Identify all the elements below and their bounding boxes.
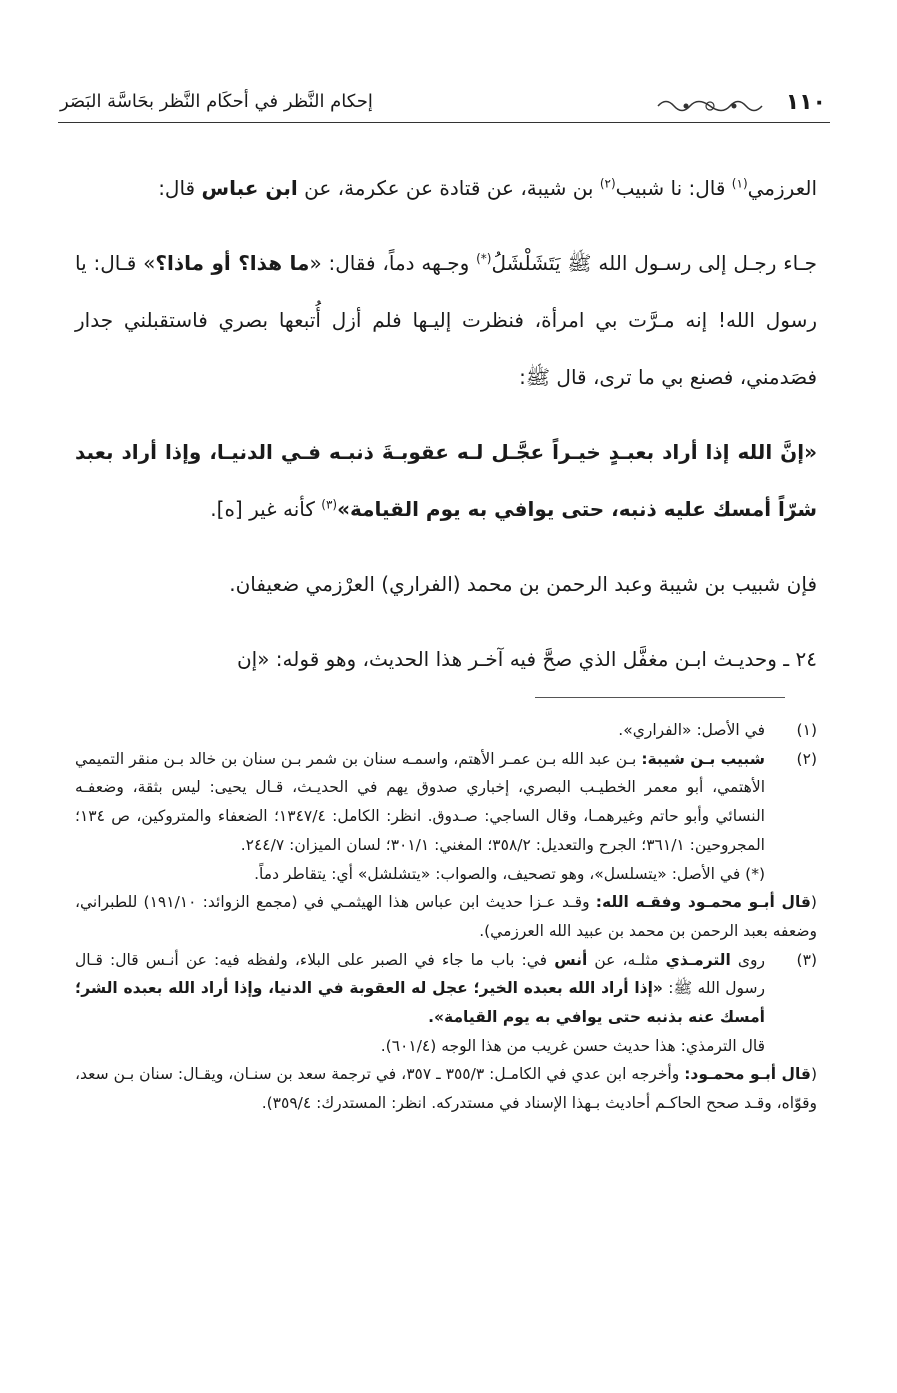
footnote-text: بـن عبد الله بـن عمـر الأهتم، واسمـه سنان بن شمر بـن سنان بن خالد بـن منقر التميمي الأهتمي، أبو معمر الخطيـب البصري، إخباري صدوق يهم في الحديـث، قـال يحيى: ليس بثقة، وضعفـه النسائي وأبو حاتم وغيرهمـا، وقال الساجي: صـدوق. انظر: الكامل: ١٣٤٧/٤؛ الضعفاء والمتروكين، ص ١٣٤؛ المجروحين: ٣٦١/١؛ الجرح والتعديل: ٣٥٨/٢؛ المغني: ٣٠١/١؛ لسان الميزان: ٢٤٤/٧.: [75, 749, 765, 854]
text-segment: بن شيبة، عن قتادة عن عكرمة، عن: [297, 176, 600, 200]
footnote-number: (٢): [796, 749, 817, 768]
footnote-number: (٣): [796, 950, 817, 969]
footnote-3-editor: [75, 1060, 817, 1117]
text-segment: مثلـه، عن: [587, 950, 666, 969]
footnote-text: في الأصل: «الفراري».: [618, 721, 765, 739]
footnote-2: [75, 745, 817, 860]
footnote-text: وقـد عـزا حديث ابن عباس هذا الهيثمـي في (مجمع الزوائد: ١٩١/١٠) للطبراني، وضعفه بعبد الرحمن بن محمد بن عبيد الله العرزمي).: [75, 893, 817, 940]
footnote-3: [75, 946, 817, 1032]
text-segment: كأنه غير [ه].: [210, 497, 322, 521]
main-text: [75, 160, 817, 688]
paragraph-story: [75, 235, 817, 406]
bold-quote: ما هذا؟ أو ماذا؟: [155, 251, 310, 275]
text-segment: قال: نا شبيب: [615, 176, 732, 200]
bold-name: الترمـذي: [665, 950, 731, 969]
footnote-ref: (*): [476, 251, 492, 266]
text-segment: في: باب ما جاء في الصبر على البلاء، ولفظه فيه: عن أنـس قال: قـال رسول الله ﷺ:: [75, 950, 765, 998]
footnote-number: (١): [796, 721, 817, 739]
paragraph-hadith: [75, 424, 817, 538]
text-segment: وجـهه دماً، فقال: «: [309, 251, 477, 275]
bold-name: شبيب بـن شيبة:: [641, 749, 765, 768]
bold-name: ابن عباس: [201, 176, 298, 200]
running-title: إحكام النَّظر في أحكَام النَّظر بحَاسَّة البَصَر: [60, 91, 373, 112]
text-segment: (: [810, 1065, 818, 1084]
text-segment: العرزمي: [747, 176, 817, 200]
paragraph-isnad: [75, 160, 817, 217]
ornament-icon: [656, 94, 764, 118]
footnote-separator: [535, 697, 785, 698]
text-segment: (: [810, 893, 817, 912]
bold-editor: قال أبـو محمـود وفقـه الله:: [595, 893, 811, 912]
page-header: [58, 88, 830, 123]
bold-editor: قال أبـو محمـود:: [684, 1065, 811, 1084]
footnote-editor-note: [75, 888, 817, 945]
footnotes: [75, 716, 817, 1118]
page-number: ١١٠: [785, 90, 826, 115]
bold-name: أنس: [554, 950, 588, 969]
bold-hadith: «إذا أراد الله بعبده الخير؛ عجل له العقوبة في الدنيا، وإذا أراد الله بعبده الشر؛ أمسك عنه بذنبه حتى يوافي به يوم القيامة».: [75, 979, 765, 1027]
footnote-star: (*) في الأصل: «يتسلسل»، وهو تصحيف، والصواب: «يتشلشل» أي: يتقاطر دماً.: [254, 864, 765, 883]
footnote-text: وأخرجه ابن عدي في الكامـل: ٣٥٥/٣ ـ ٣٥٧، في ترجمة سعد بن سنـان، ويقـال: سنان بـن سعد، وقوّاه، وقـد صحح الحاكـم أحاديث بـهذا الإسناد في مستدركه. انظر: المستدرك: ٣٥٩/٤).: [75, 1065, 817, 1113]
text-segment: روى: [730, 950, 766, 969]
text-segment: » قـال: يا رسول الله! إنه مـرَّت بي امرأة، فنظرت إليـها فلم أزل أُتبعها بصري فاستقبلني جدار فصَدمني، فصنع بي ما ترى، قال ﷺ:: [75, 251, 817, 389]
footnote-ref: (٣): [321, 497, 338, 512]
text-segment: قال:: [158, 176, 202, 200]
bold-hadith: «إنَّ الله إذا أراد بعبـدٍ خيـراً عجَّـل لـه عقوبـةَ ذنبـه فـي الدنيـا، وإذا أراد بعبد شرّاً أمسك عليه ذنبه، حتى يوافي به يوم القيامة»: [75, 440, 817, 521]
paragraph-hadith-24: ٢٤ ـ وحديـث ابـن مغفَّل الذي صحَّ فيه آخـر هذا الحديث، وهو قوله: «إن: [236, 647, 817, 671]
footnote-1: [75, 716, 817, 745]
footnote-ref: (١): [731, 176, 748, 191]
text-segment: جـاء رجـل إلى رسـول الله ﷺ يَتَشَلْشَلُ: [491, 251, 817, 275]
paragraph-judgement: فإن شبيب بن شيبة وعبد الرحمن بن محمد (الفراري) العرْزمي ضعيفان.: [229, 572, 817, 596]
footnote-3-tirmidhi: قال الترمذي: هذا حديث حسن غريب من هذا الوجه (٦٠١/٤).: [380, 1036, 765, 1055]
footnote-ref: (٢): [599, 176, 616, 191]
